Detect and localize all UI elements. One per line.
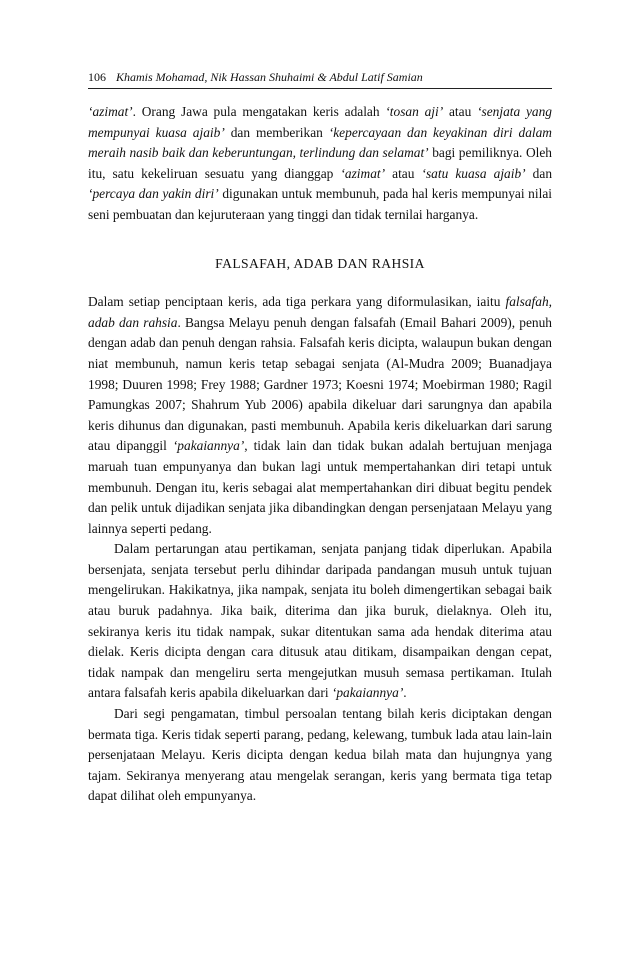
text-run: , tidak lain dan tidak bukan adalah bertujuan menjaga maruah tuan empunyanya dan bukan lagi untuk mempertahankan diri tetapi untuk membunuh. Dengan itu, keris sebagai alat mempertahankan diri dibuat begitu pendek dan pelik untuk dijadikan senjata jika dibandingkan dengan persenjataan Melayu yang lainnya seperti pedang. xyxy=(88,438,552,536)
text-run: Dalam setiap penciptaan keris, ada tiga perkara yang diformulasikan, iaitu xyxy=(88,294,506,310)
paragraph-pengamatan xyxy=(88,704,552,807)
italic-term: ‘pakaiannya’ xyxy=(331,685,404,701)
page-body xyxy=(88,102,552,807)
text-run: . Orang Jawa pula mengatakan keris adalah xyxy=(132,104,386,119)
italic-term: ‘satu kuasa ajaib’ xyxy=(421,165,526,181)
italic-term: falsafah, adab dan rahsia xyxy=(88,294,552,330)
italic-term: ‘tosan aji’ xyxy=(385,104,444,119)
paragraph-pertarungan xyxy=(88,539,552,704)
italic-term: ‘pakaiannya’ xyxy=(172,438,245,454)
text-run: atau xyxy=(385,165,422,181)
running-header xyxy=(88,70,552,89)
paragraph-falsafah xyxy=(88,292,552,539)
paragraph-intro xyxy=(88,102,552,226)
running-title: Khamis Mohamad, Nik Hassan Shuhaimi & Abdul Latif Samian xyxy=(116,70,423,84)
text-run: atau xyxy=(443,104,478,119)
text-run: Dari segi pengamatan, timbul persoalan tentang bilah keris diciptakan dengan bermata tiga. Keris tidak seperti parang, pedang, kelewang, tumbuk lada atau lain-lain persenjataan Melayu. Keris dicipta dengan kedua bilah mata dan hujungnya yang tajam. Sekiranya menyerang atau mengelak serangan, keris yang bermata tiga tetap dapat dilihat oleh empunyanya. xyxy=(88,706,552,804)
page-number: 106 xyxy=(88,70,106,84)
text-run: digunakan untuk membunuh, pada hal keris mempunyai nilai seni pembuatan dan kejuruteraan yang tinggi dan tidak ternilai harganya. xyxy=(88,186,552,222)
text-run: . xyxy=(403,685,407,701)
italic-term: ‘azimat’ xyxy=(88,104,133,119)
italic-term: ‘percaya dan yakin diri’ xyxy=(88,186,219,202)
text-run: bagi pemiliknya. Oleh itu, satu kekeliruan sesuatu yang dianggap xyxy=(88,145,552,181)
italic-term: ‘azimat’ xyxy=(340,165,386,181)
italic-term: ‘senjata yang mempunyai kuasa ajaib’ xyxy=(88,104,553,140)
section-heading: FALSAFAH, ADAB DAN RAHSIA xyxy=(215,255,425,271)
italic-term: ‘kepercayaan dan keyakinan diri dalam meraih nasib baik dan keberuntungan, terlindung dan selamat’ xyxy=(88,124,552,161)
text-run: Dalam pertarungan atau pertikaman, senjata panjang tidak diperlukan. Apabila bersenjata, senjata tersebut perlu dihindar daripada pandangan musuh untuk tujuan mengelirukan. Hakikatnya, jika nampak, senjata itu boleh dimengertikan sebagai baik atau buruk padahnya. Jika baik, diterima dan jika buruk, dielaknya. Oleh itu, sekiranya keris itu tidak nampak, sukar ditentukan sama ada hendak diterima atau dielak. Keris dicipta dengan cara ditusuk atau ditikam, disampaikan dengan cepat, tidak nampak dan mengeliru serta mengejutkan musuh semasa pertikaman. Itulah antara falsafah keris apabila dikeluarkan dari xyxy=(88,541,552,701)
text-run: . Bangsa Melayu penuh dengan falsafah (Email Bahari 2009), penuh dengan adab dan penuh dengan rahsia. Falsafah keris dicipta, walaupun bukan dengan niat membunuh, namun keris tetap sebagai senjata (Al-Mudra 2009; Buanadjaya 1998; Duuren 1998; Frey 1988; Gardner 1973; Koesni 1974; Moebirman 1980; Ragil Pamungkas 2007; Shahrum Yub 2006) apabila dikeluar dari sarungnya dan apabila keris dihunus dan digunakan, pasti membunuh. Apabila keris dikeluarkan dari sarung atau dipanggil xyxy=(88,314,552,454)
text-run: dan xyxy=(525,165,553,181)
text-run: dan memberikan xyxy=(224,124,329,140)
